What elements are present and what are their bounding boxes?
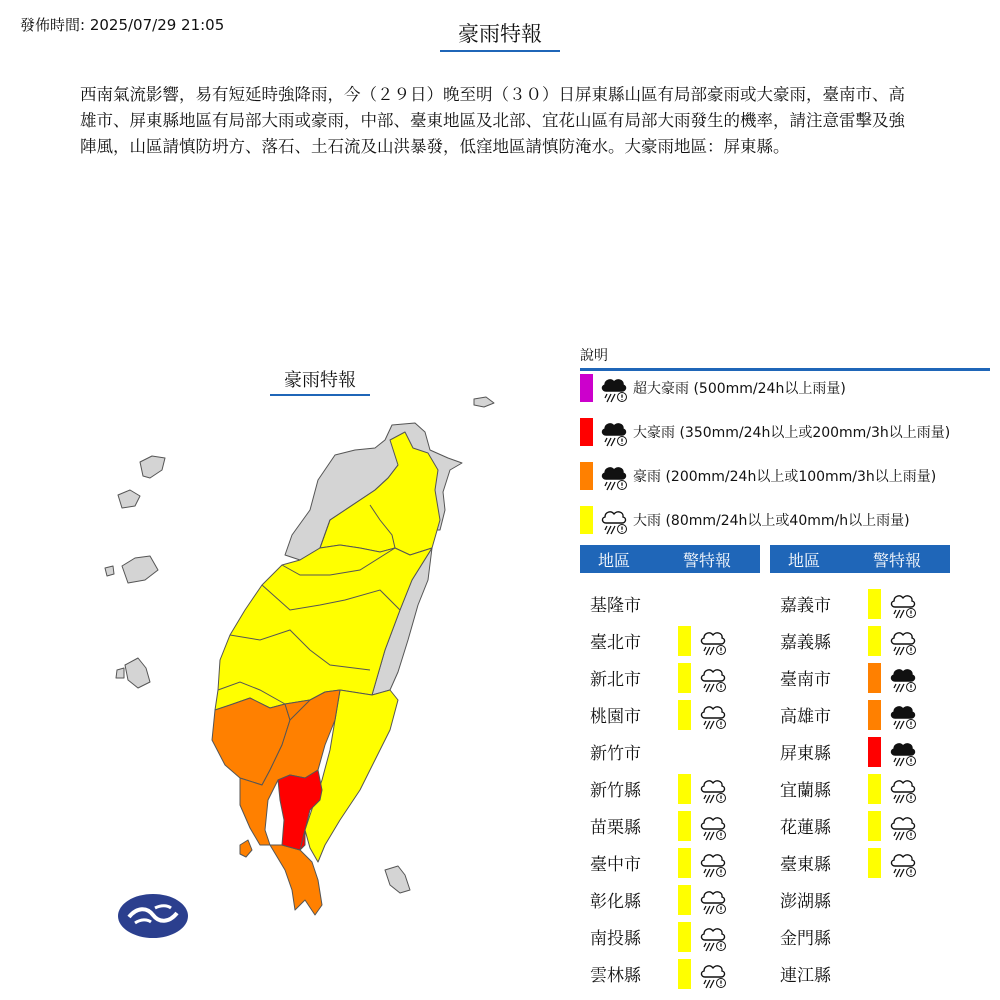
warning-level-bar — [868, 626, 881, 656]
map-island-penghu-a — [140, 456, 165, 478]
map-island-green — [385, 866, 410, 893]
county-name: 臺南市 — [780, 670, 831, 690]
heavy-rain-icon — [698, 663, 728, 693]
warning-level-bar — [678, 811, 691, 841]
heavy-rain-icon — [888, 848, 918, 878]
county-name: 嘉義縣 — [780, 633, 831, 653]
table-row — [580, 585, 760, 621]
heavy-rain-icon — [888, 589, 918, 619]
heavy-rain-icon — [698, 811, 728, 841]
warning-level-bar — [868, 589, 881, 619]
table-row — [770, 733, 950, 769]
county-name: 屏東縣 — [780, 744, 831, 764]
legend-item-torrential — [580, 461, 936, 491]
county-name: 雲林縣 — [590, 966, 641, 986]
warning-level-bar — [678, 663, 691, 693]
county-name: 桃園市 — [590, 707, 641, 727]
table-row — [580, 955, 760, 991]
warning-level-bar — [678, 959, 691, 989]
county-name: 臺東縣 — [780, 855, 831, 875]
heavy-rain-icon — [888, 774, 918, 804]
torrential-rain-icon — [888, 663, 918, 693]
legend-item-heavy — [580, 505, 910, 535]
legend-heading: 說明 — [580, 345, 990, 371]
county-name: 嘉義市 — [780, 596, 831, 616]
map-title: 豪雨特報 — [270, 366, 370, 396]
county-name: 花蓮縣 — [780, 818, 831, 838]
county-name: 南投縣 — [590, 929, 641, 949]
table-row — [770, 696, 950, 732]
map-island-lamay — [240, 840, 252, 857]
heavy-rain-icon — [698, 959, 728, 989]
page-title: 豪雨特報 — [440, 18, 560, 52]
map-island-penghu-c — [122, 556, 158, 583]
table-row — [770, 881, 950, 917]
heavy-rain-icon — [698, 848, 728, 878]
county-name: 苗栗縣 — [590, 818, 641, 838]
extremely-heavy-rain-icon — [888, 737, 918, 767]
county-name: 彰化縣 — [590, 892, 641, 912]
legend-label: 超大豪雨 (500mm/24h以上雨量) — [633, 381, 846, 397]
table-row — [770, 807, 950, 843]
map-island-kueishan — [474, 397, 494, 407]
warning-level-bar — [678, 922, 691, 952]
extreme-torrential-rain-icon — [599, 373, 629, 403]
table-row — [580, 844, 760, 880]
torrential-rain-icon — [888, 700, 918, 730]
warning-level-bar — [868, 848, 881, 878]
table-row — [770, 659, 950, 695]
col-region: 地區 — [598, 550, 631, 570]
heavy-rain-icon — [888, 626, 918, 656]
table-row — [580, 770, 760, 806]
cwa-logo — [117, 893, 189, 939]
warning-level-bar — [868, 700, 881, 730]
map-island-penghu-e — [125, 658, 150, 688]
legend-swatch — [580, 418, 593, 446]
table-header-left — [580, 545, 760, 573]
col-warning: 警特報 — [683, 550, 732, 570]
taiwan-warning-map — [95, 395, 505, 955]
table-row — [770, 844, 950, 880]
table-row — [770, 918, 950, 954]
county-name: 連江縣 — [780, 966, 831, 986]
warning-level-bar — [678, 700, 691, 730]
table-row — [580, 696, 760, 732]
heavy-rain-icon — [599, 505, 629, 535]
table-row — [770, 955, 950, 991]
county-name: 新竹縣 — [590, 781, 641, 801]
county-name: 宜蘭縣 — [780, 781, 831, 801]
table-row — [580, 659, 760, 695]
legend-label: 豪雨 (200mm/24h以上或100mm/3h以上雨量) — [633, 469, 937, 485]
warning-level-bar — [678, 885, 691, 915]
table-header-right — [770, 545, 950, 573]
table-row — [580, 807, 760, 843]
warning-level-bar — [868, 811, 881, 841]
legend-swatch — [580, 374, 593, 402]
warning-level-bar — [868, 737, 881, 767]
table-row — [770, 585, 950, 621]
warning-level-bar — [678, 626, 691, 656]
legend-swatch — [580, 462, 593, 490]
warning-level-bar — [868, 774, 881, 804]
col-region: 地區 — [788, 550, 821, 570]
county-name: 新北市 — [590, 670, 641, 690]
heavy-rain-icon — [698, 626, 728, 656]
extremely-heavy-rain-icon — [599, 417, 629, 447]
map-island-penghu-f — [116, 668, 124, 678]
table-row — [580, 881, 760, 917]
table-row — [580, 918, 760, 954]
county-name: 澎湖縣 — [780, 892, 831, 912]
warning-level-bar — [678, 848, 691, 878]
table-row — [580, 733, 760, 769]
county-name: 臺中市 — [590, 855, 641, 875]
table-row — [580, 622, 760, 658]
warning-description: 西南氣流影響，易有短延時強降雨，今（２９日）晚至明（３０）日屏東縣山區有局部豪雨或大豪雨，臺南市、高雄市、屏東縣地區有局部大雨或豪雨，中部、臺東地區及北部、宜花山區有局部大雨發生的機率，請注意雷擊及強陣風，山區請慎防坍方、落石、土石流及山洪暴發，低窪地區請慎防淹水。大豪雨地區：屏東縣。 — [80, 85, 905, 156]
legend-label: 大豪雨 (350mm/24h以上或200mm/3h以上雨量) — [633, 425, 951, 441]
issued-time: 發佈時間: 2025/07/29 21:05 — [20, 16, 225, 34]
warning-level-bar — [678, 774, 691, 804]
warning-level-bar — [868, 663, 881, 693]
county-name: 基隆市 — [590, 596, 641, 616]
torrential-rain-icon — [599, 461, 629, 491]
heavy-rain-icon — [698, 885, 728, 915]
table-row — [770, 622, 950, 658]
legend-label: 大雨 (80mm/24h以上或40mm/h以上雨量) — [633, 513, 910, 529]
heavy-rain-icon — [888, 811, 918, 841]
heavy-rain-icon — [698, 700, 728, 730]
county-name: 新竹市 — [590, 744, 641, 764]
legend-item-extremely-heavy — [580, 417, 950, 447]
county-name: 臺北市 — [590, 633, 641, 653]
heavy-rain-icon — [698, 922, 728, 952]
heavy-rain-icon — [698, 774, 728, 804]
county-name: 金門縣 — [780, 929, 831, 949]
legend-swatch — [580, 506, 593, 534]
table-row — [770, 770, 950, 806]
county-name: 高雄市 — [780, 707, 831, 727]
map-island-penghu-d — [105, 566, 114, 576]
col-warning: 警特報 — [873, 550, 922, 570]
map-island-penghu-b — [118, 490, 140, 508]
legend-item-extreme — [580, 373, 846, 403]
